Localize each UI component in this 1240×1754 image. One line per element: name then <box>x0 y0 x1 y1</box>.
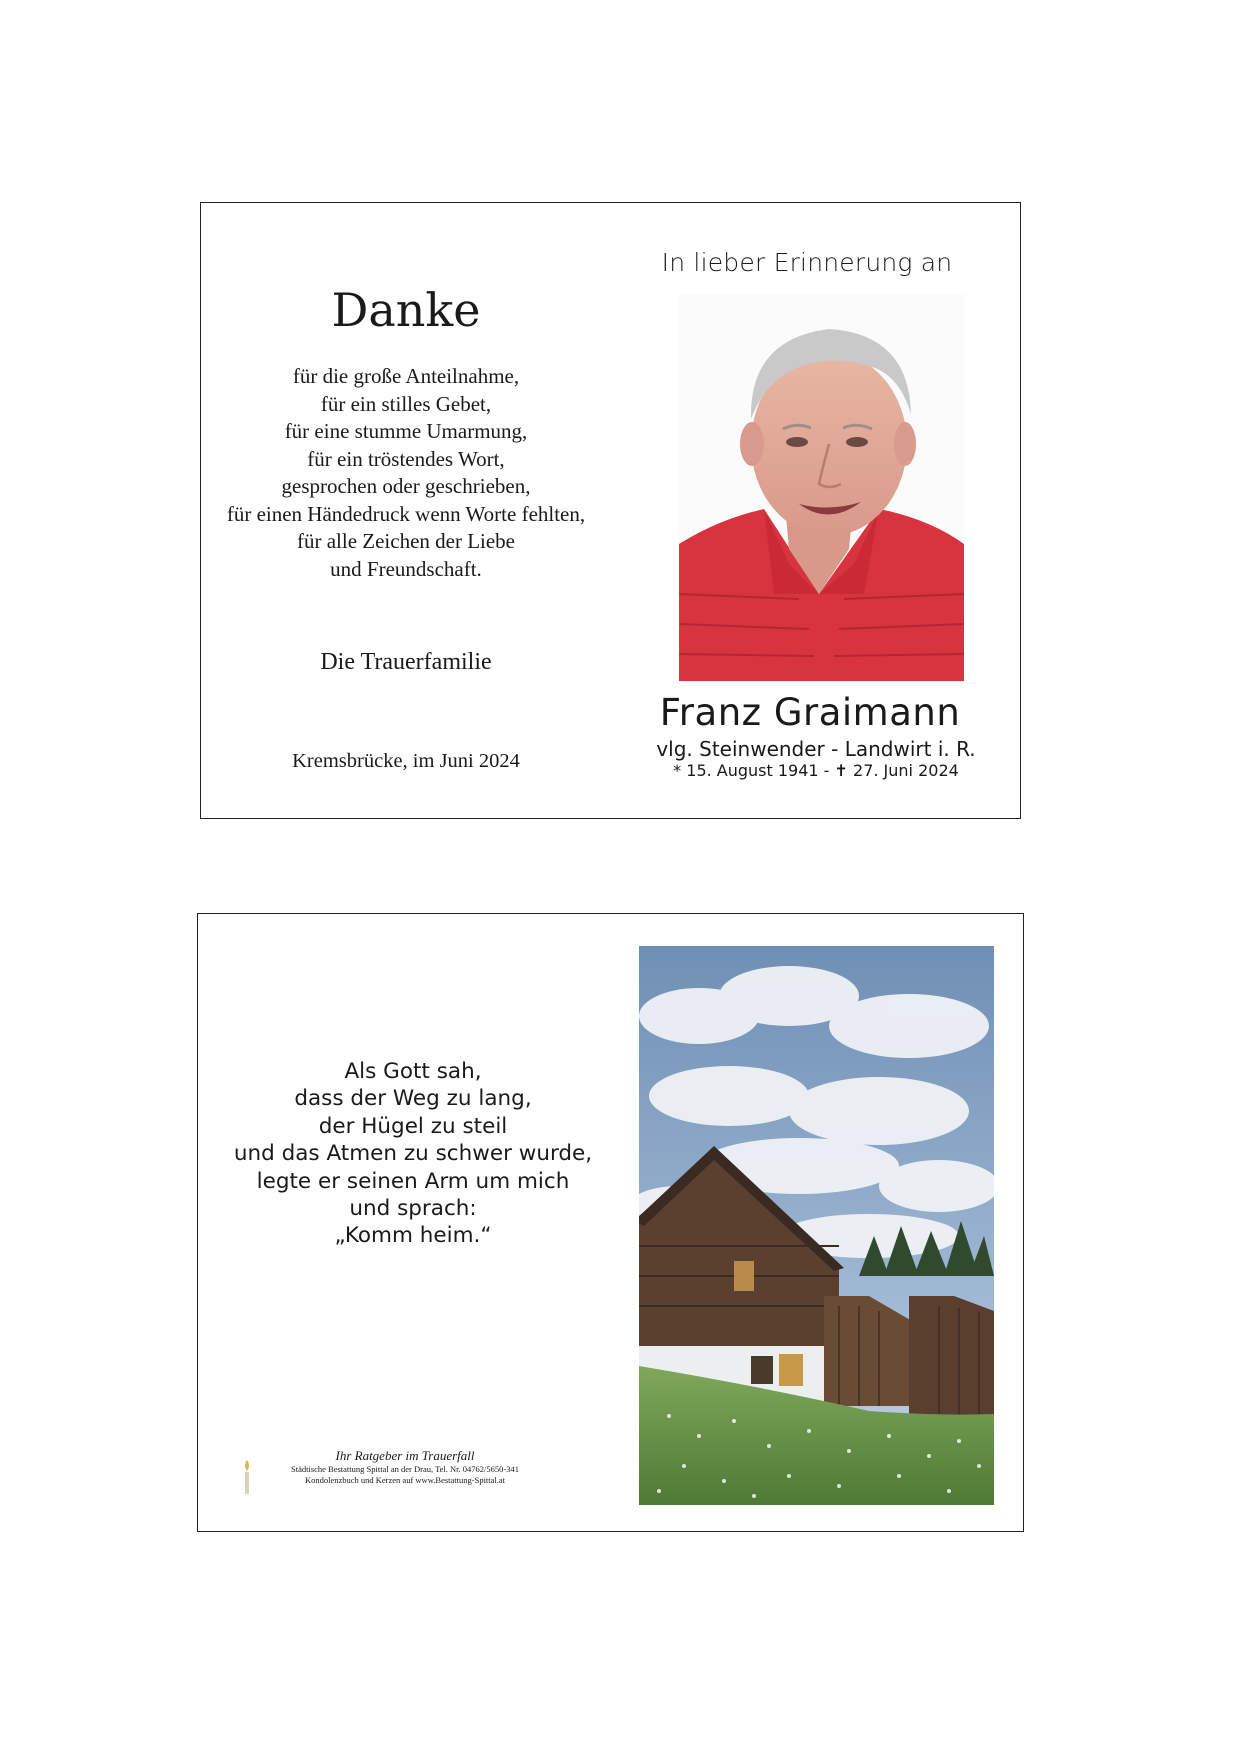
poem-line: legte er seinen Arm um mich <box>256 1168 570 1194</box>
thanks-line: für die große Anteilnahme, <box>292 364 520 388</box>
funeral-home-slogan: Ihr Ratgeber im Trauerfall <box>335 1448 475 1463</box>
thanks-line: gesprochen oder geschrieben, <box>281 474 531 498</box>
poem-line: Als Gott sah, <box>344 1059 482 1084</box>
thanks-card <box>200 202 1021 819</box>
family-signature: Die Trauerfamilie <box>320 649 492 675</box>
deceased-name: Franz Graimann <box>659 691 961 734</box>
thanks-line: für ein stilles Gebet, <box>320 391 492 416</box>
thanks-line: für eine stumme Umarmung, <box>284 419 528 443</box>
poem-line: und das Atmen zu schwer wurde, <box>233 1141 593 1167</box>
deceased-subtitle: vlg. Steinwender - Landwirt i. R. <box>656 737 976 761</box>
candle-icon <box>240 1460 254 1494</box>
poem-card <box>197 913 1024 1532</box>
poem-line: dass der Weg zu lang, <box>294 1086 532 1112</box>
thanks-line: und Freundschaft. <box>330 556 482 581</box>
alpine-hut-photo <box>639 946 994 1505</box>
poem-line: und sprach: <box>349 1196 477 1222</box>
portrait-photo <box>679 294 964 681</box>
funeral-home-address: Städtische Bestattung Spittal an der Drau, Tel. Nr. 04762/5650-341 <box>290 1464 519 1474</box>
thanks-line: für ein tröstendes Wort, <box>307 446 505 471</box>
thanks-line: für einen Händedruck wenn Worte fehlten, <box>226 501 586 526</box>
deceased-dates: * 15. August 1941 - ✝ 27. Juni 2024 <box>673 761 959 780</box>
thanks-text <box>201 363 611 583</box>
funeral-home-imprint <box>240 1448 540 1486</box>
thanks-line: für alle Zeichen der Liebe <box>296 529 516 553</box>
place-date: Kremsbrücke, im Juni 2024 <box>292 750 520 772</box>
memorial-heading: In lieber Erinnerung an <box>661 248 953 277</box>
funeral-home-website: Kondolenzbuch und Kerzen auf www.Bestattung-Spittal.at <box>304 1475 506 1485</box>
poem-text <box>198 1058 628 1250</box>
thanks-title: Danke <box>331 283 481 337</box>
poem-line: „Komm heim.“ <box>334 1223 492 1249</box>
poem-line: der Hügel zu steil <box>318 1113 508 1139</box>
